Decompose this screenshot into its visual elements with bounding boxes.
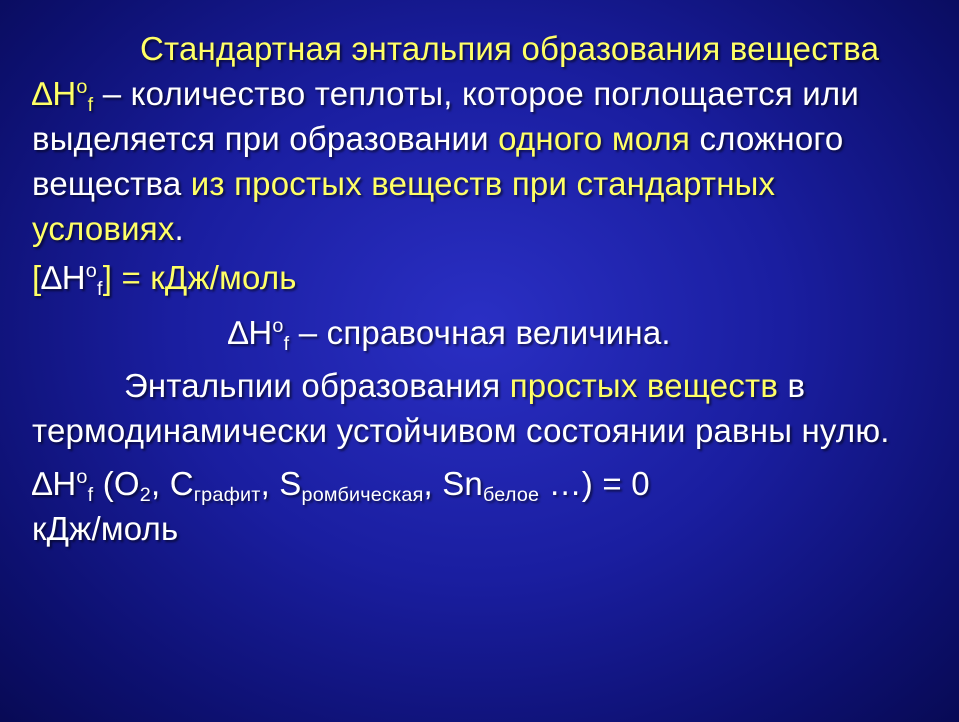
definition-text: – количество теплоты, которое поглощается или выделяется при образовании <box>32 75 860 157</box>
formula-line: $\Delta H^o_f$ ($O_2$, $C_{графит}$, $S_{ромбическая}$, $Sn_{белое}$ …) = 0 кДж/моль <box>32 465 650 547</box>
definition-text-2: сложного вещества <box>32 120 844 202</box>
highlight-simple: простых веществ <box>509 367 779 404</box>
reference-text: – справочная величина. <box>289 314 671 351</box>
formula-unit: кДж/моль <box>32 510 179 547</box>
highlight-one-mole: одного моля <box>498 120 691 157</box>
enthalpy-symbol: $\Delta H^o_f$ <box>32 75 94 116</box>
simple-substances-paragraph: Энтальпии образования простых веществ в термодинамически устойчивом состоянии равны нулю. <box>32 367 890 449</box>
reference-line <box>32 310 933 355</box>
unit-line: $[\Delta H^o_f]$ = кДж/моль <box>32 259 297 300</box>
unit-text: ] = кДж/моль <box>102 259 297 296</box>
highlight-simple-substances: из простых веществ при стандартных условиях <box>32 165 776 247</box>
enthalpy-symbol: $\Delta H^o_f$ <box>41 259 103 300</box>
definition-period: . <box>174 210 184 247</box>
enthalpy-symbol: $\Delta H^o_f$ <box>32 465 94 506</box>
definition-term: Стандартная энтальпия образования вещества <box>140 30 880 67</box>
enthalpy-symbol: $\Delta H^o_f$ <box>228 314 290 355</box>
definition-paragraph <box>32 26 933 251</box>
